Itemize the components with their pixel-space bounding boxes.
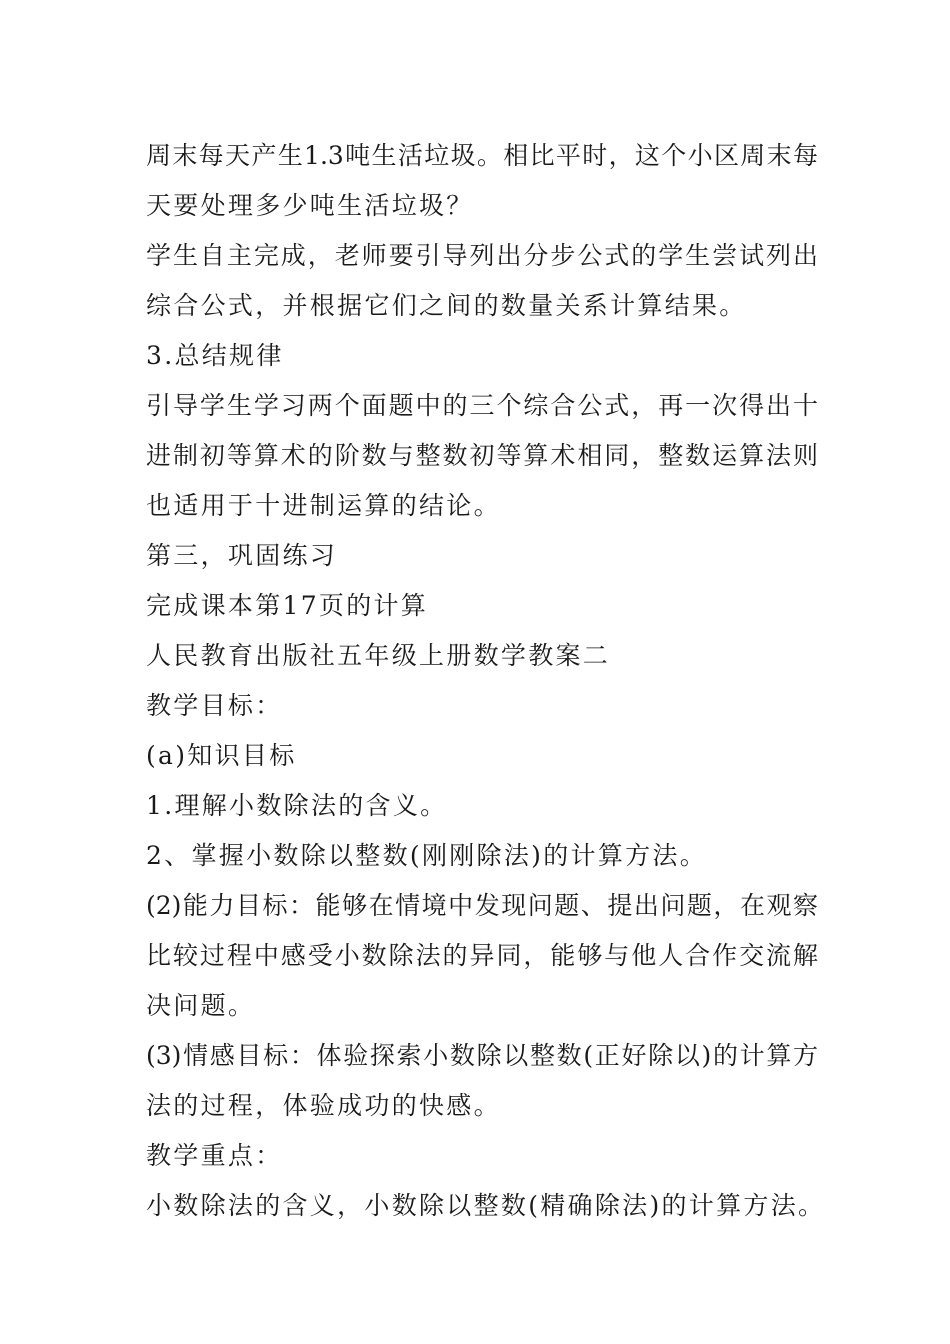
text-line: 决问题。 — [146, 991, 256, 1020]
text-line: 进制初等算术的阶数与整数初等算术相同，整数运算法则 — [146, 441, 818, 470]
text-line: 综合公式，并根据它们之间的数量关系计算结果。 — [146, 291, 747, 320]
text-line: (3)情感目标：体验探索小数除以整数(正好除以)的计算方 — [146, 1041, 818, 1070]
text-line: 学生自主完成，老师要引导列出分步公式的学生尝试列出 — [146, 241, 818, 270]
text-line: 周末每天产生1.3吨生活垃圾。相比平时，这个小区周末每 — [146, 141, 818, 170]
text-line: (2)能力目标：能够在情境中发现问题、提出问题，在观察 — [146, 891, 818, 920]
text-line: 天要处理多少吨生活垃圾？ — [146, 191, 474, 220]
text-line: 引导学生学习两个面题中的三个综合公式，再一次得出十 — [146, 391, 818, 420]
subsection-heading: (a)知识目标 — [146, 741, 297, 770]
text-line: 完成课本第17页的计算 — [146, 591, 429, 620]
text-line: 小数除法的含义，小数除以整数(精确除法)的计算方法。 — [146, 1191, 826, 1220]
section-heading: 教学重点： — [146, 1141, 283, 1170]
section-heading: 3.总结规律 — [146, 341, 284, 370]
list-item: 1.理解小数除法的含义。 — [146, 791, 448, 820]
list-item: 2、掌握小数除以整数(刚刚除法)的计算方法。 — [146, 841, 708, 870]
text-line: 法的过程，体验成功的快感。 — [146, 1091, 501, 1120]
text-line: 也适用于十进制运算的结论。 — [146, 491, 501, 520]
section-heading: 第三，巩固练习 — [146, 541, 338, 570]
text-line: 比较过程中感受小数除法的异同，能够与他人合作交流解 — [146, 941, 818, 970]
section-heading: 教学目标： — [146, 691, 283, 720]
document-body — [146, 131, 826, 1231]
document-title: 人民教育出版社五年级上册数学教案二 — [146, 641, 611, 670]
